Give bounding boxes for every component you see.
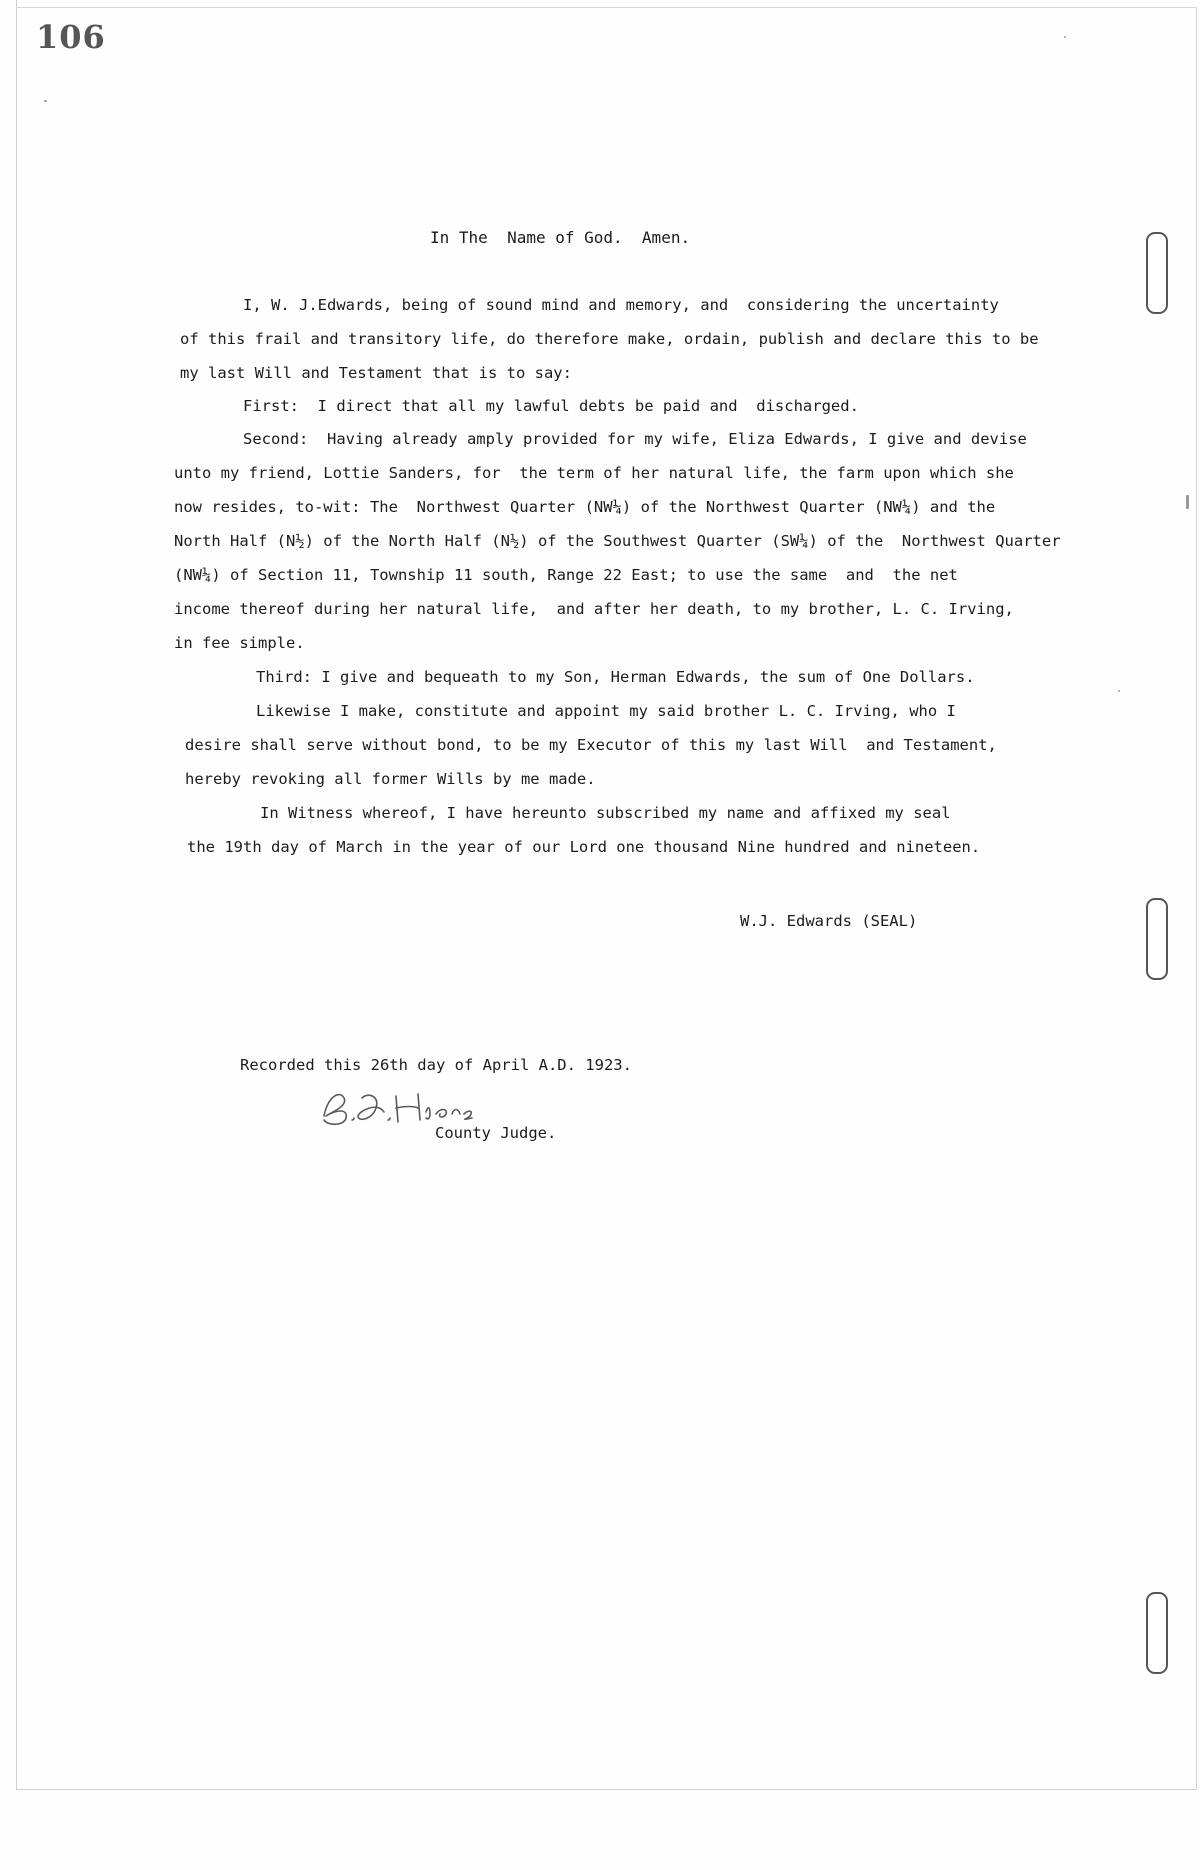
will-line-3: my last Will and Testament that is to say: (180, 364, 572, 382)
will-line-11: in fee simple. (174, 634, 305, 652)
document-title: In The Name of God. Amen. (430, 228, 691, 247)
will-line-16: In Witness whereof, I have hereunto subscribed my name and affixed my seal (260, 804, 951, 822)
will-line-2: of this frail and transitory life, do therefore make, ordain, publish and declare this to be (180, 330, 1039, 348)
recorded-line: Recorded this 26th day of April A.D. 1923. (240, 1056, 632, 1074)
page-right-edge (1196, 7, 1197, 1790)
testator-signature: W.J. Edwards (SEAL) (740, 912, 918, 930)
judge-title: County Judge. (435, 1124, 557, 1142)
binder-ring-bottom (1146, 1592, 1168, 1674)
will-line-7: now resides, to-wit: The Northwest Quarter (NW¼) of the Northwest Quarter (NW¼) and the (174, 498, 996, 516)
will-line-12: Third: I give and bequeath to my Son, Herman Edwards, the sum of One Dollars. (256, 668, 975, 686)
paper-speck (1118, 690, 1120, 692)
paper-speck (44, 100, 47, 102)
will-line-4: First: I direct that all my lawful debts be paid and discharged. (243, 397, 859, 415)
binder-ring-middle (1146, 898, 1168, 980)
will-line-1: I, W. J.Edwards, being of sound mind and memory, and considering the uncertainty (243, 296, 999, 314)
will-line-5: Second: Having already amply provided for my wife, Eliza Edwards, I give and devise (243, 430, 1027, 448)
paper-speck (1064, 36, 1066, 38)
page-number: 106 (36, 18, 106, 56)
will-line-14: desire shall serve without bond, to be my Executor of this my last Will and Testament, (185, 736, 997, 754)
will-line-10: income thereof during her natural life, and after her death, to my brother, L. C. Irving, (174, 600, 1014, 618)
will-line-8: North Half (N½) of the North Half (N½) of the Southwest Quarter (SW¼) of the Northwest Quarter (174, 532, 1061, 550)
will-line-15: hereby revoking all former Wills by me made. (185, 770, 596, 788)
will-line-6: unto my friend, Lottie Sanders, for the term of her natural life, the farm upon which she (174, 464, 1014, 482)
judge-signature-text: B.D.Hiers (318, 1082, 323, 1083)
will-line-9: (NW¼) of Section 11, Township 11 south, Range 22 East; to use the same and the net (174, 566, 958, 584)
page-left-edge (16, 0, 17, 1790)
will-line-17: the 19th day of March in the year of our Lord one thousand Nine hundred and nineteen. (187, 838, 981, 856)
will-line-13: Likewise I make, constitute and appoint my said brother L. C. Irving, who I (256, 702, 956, 720)
page-top-edge (16, 7, 1196, 8)
page-bottom-edge (16, 1789, 1196, 1790)
binder-ring-top (1146, 232, 1168, 314)
paper-speck (1186, 495, 1189, 509)
